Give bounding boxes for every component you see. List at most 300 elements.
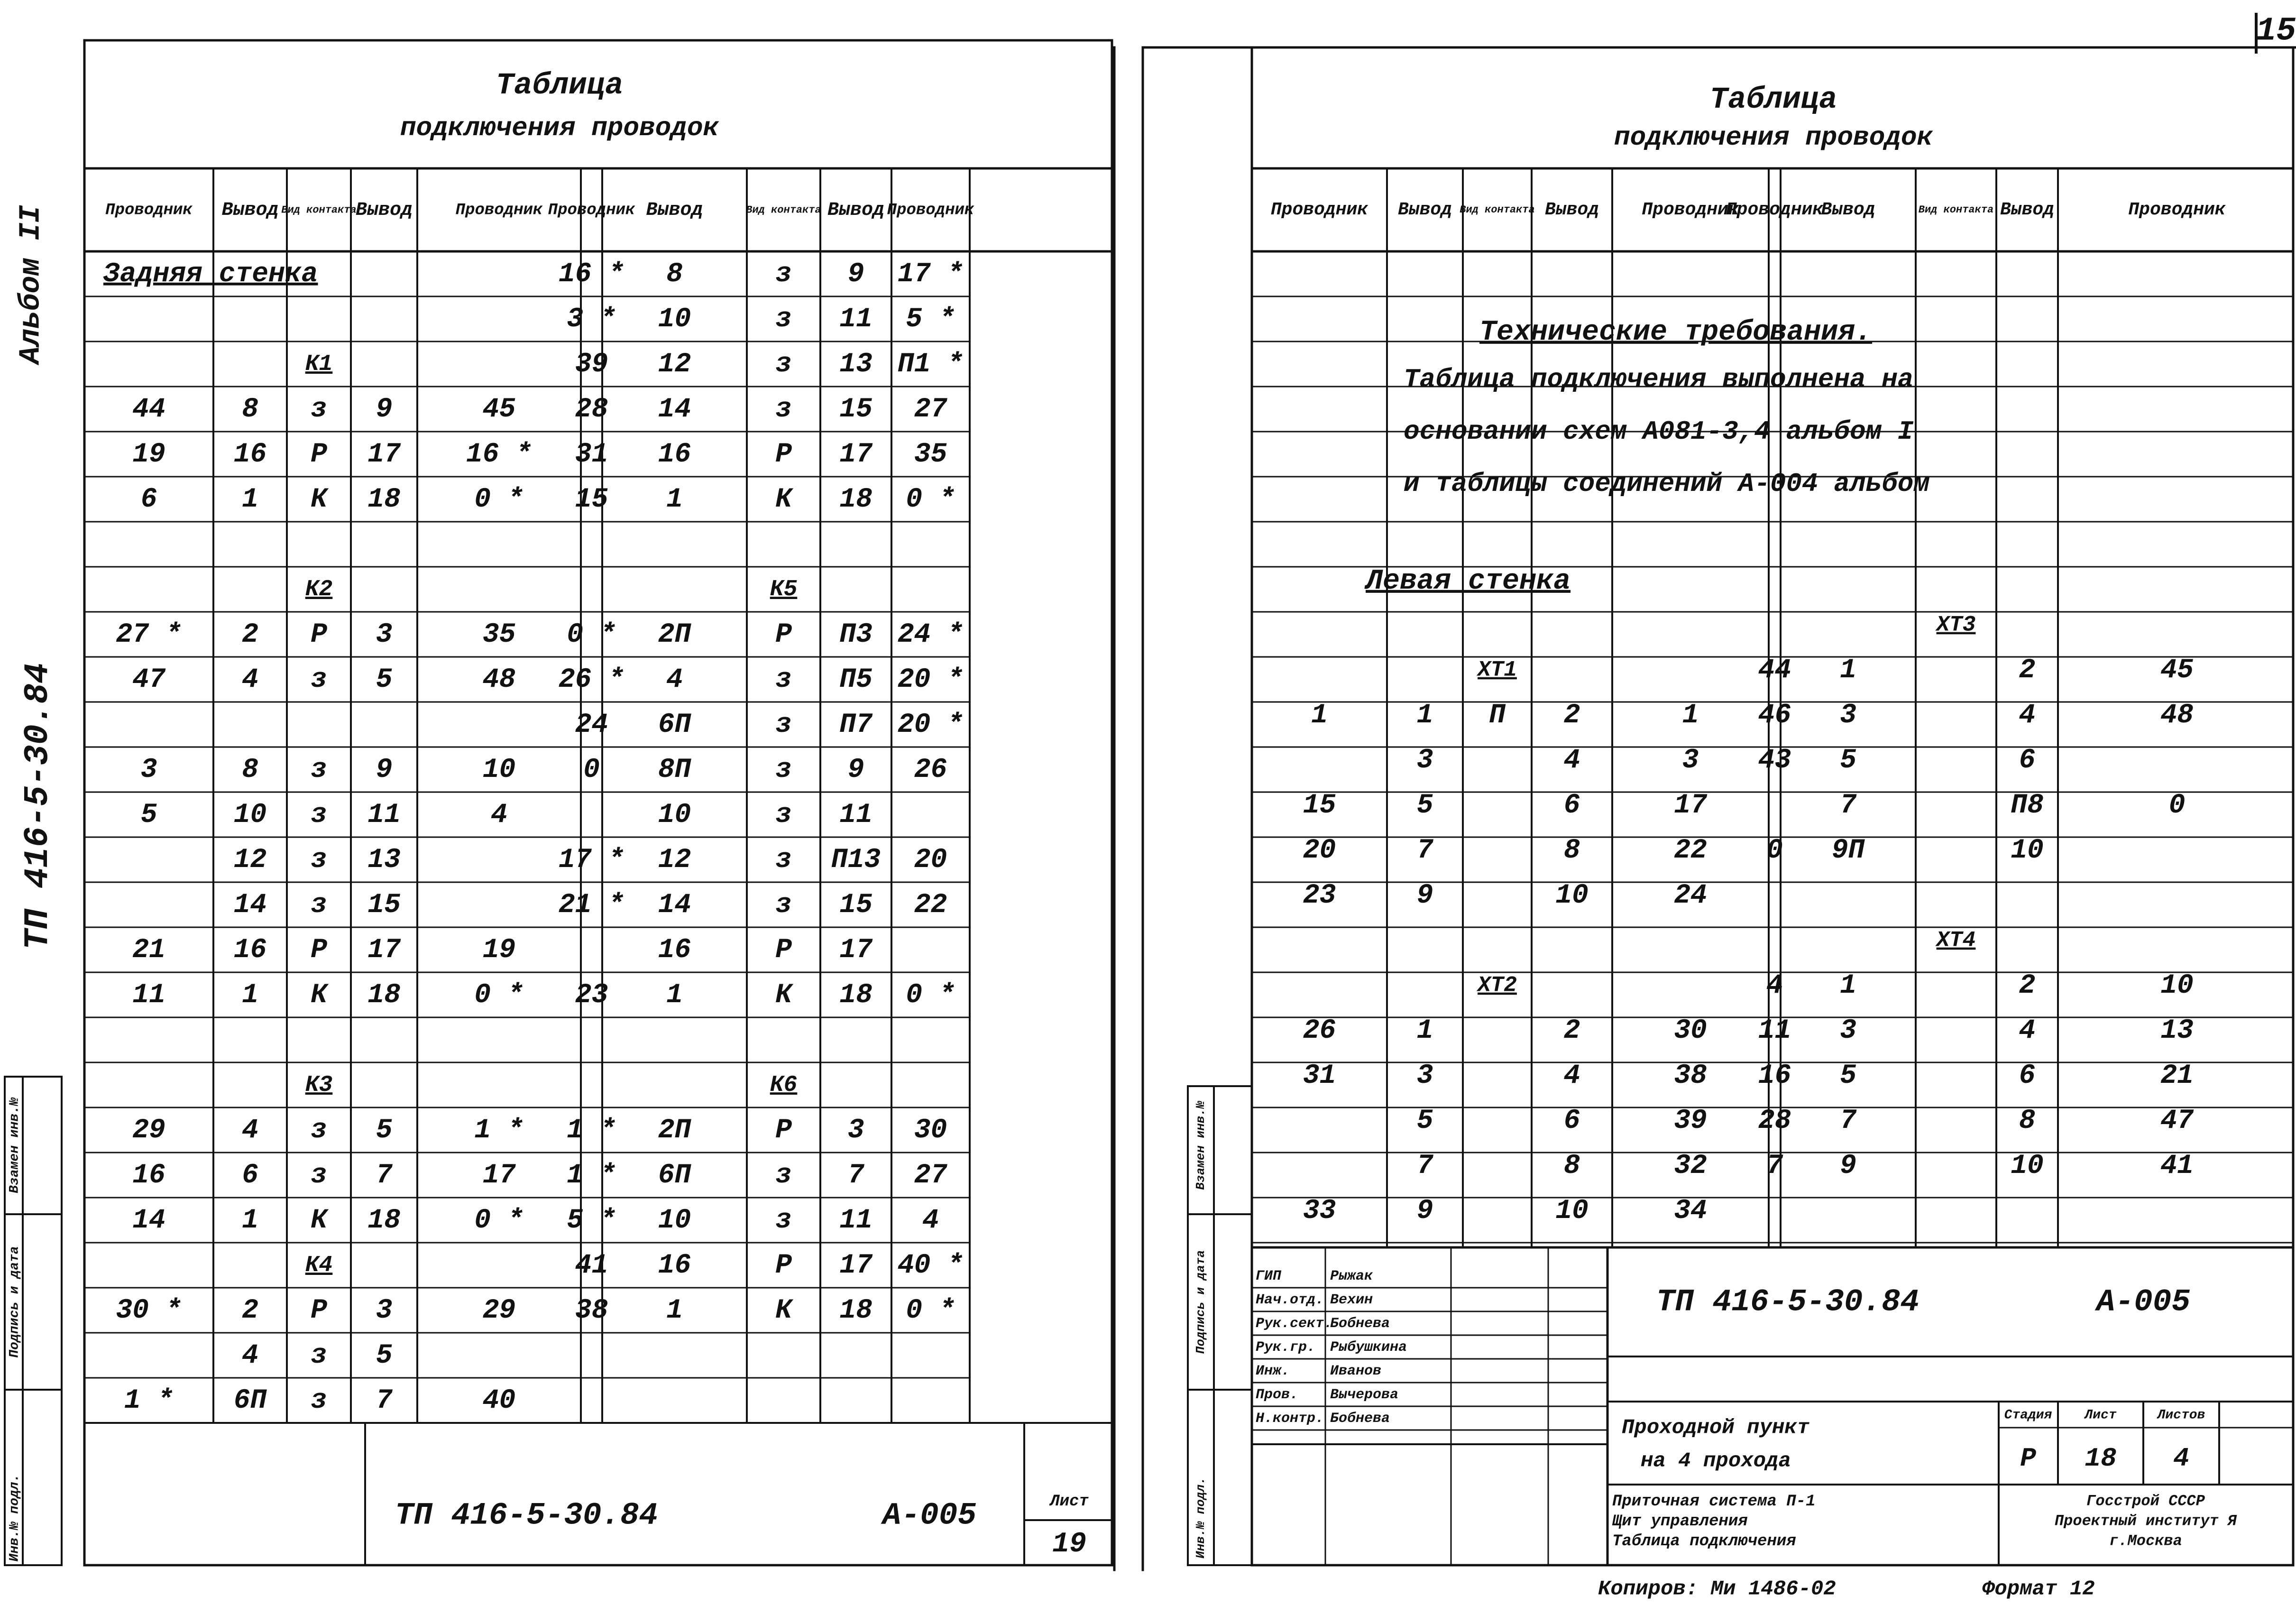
stamp-sheet-label: Лист [2085, 1408, 2117, 1423]
table-cell: 19 [482, 934, 516, 966]
table-cell: 10 [2011, 835, 2044, 866]
table-cell: з [775, 1205, 792, 1236]
staff-name: Рыжак [1330, 1268, 1373, 1284]
stamp-sheet: 18 [2085, 1443, 2117, 1474]
staff-role: Инж. [1256, 1363, 1290, 1379]
table-cell: К [775, 979, 792, 1011]
table-cell: 23 [575, 979, 608, 1011]
table-cell: 10 [2160, 970, 2194, 1001]
table-cell: 9 [376, 754, 393, 785]
table-cell: 17 [367, 934, 401, 966]
table-cell: 5 [1840, 745, 1856, 776]
table-cell: 7 [1766, 1150, 1783, 1181]
table-subtitle: подключения проводок [1614, 122, 1933, 153]
table-cell: 7 [847, 1160, 864, 1191]
stamp-stage: Р [2020, 1443, 2036, 1474]
table-cell: 17 * [897, 258, 964, 290]
table-cell: 48 [2160, 700, 2194, 731]
staff-role: Рук.гр. [1256, 1339, 1316, 1356]
connector-label: К6 [770, 1072, 798, 1098]
tech-line: и таблицы соединений А-004 альбом [1404, 468, 1929, 499]
table-cell: Р [775, 1115, 792, 1146]
stamp-strip-label: Подпись и дата [7, 1246, 22, 1358]
staff-role: Н.контр. [1256, 1410, 1324, 1427]
table-cell: 10 [658, 304, 691, 335]
table-cell: з [311, 664, 327, 695]
table-cell: з [775, 709, 792, 740]
table-cell: 21 [132, 934, 165, 966]
table-cell: 26 * [558, 664, 625, 695]
table-cell: 5 [1840, 1060, 1856, 1091]
column-header: Вывод [1397, 200, 1452, 221]
table-cell: К [775, 484, 792, 515]
staff-name: Вычерова [1330, 1386, 1399, 1403]
table-cell: 4 [2019, 1015, 2036, 1046]
table-cell: 14 [233, 889, 267, 921]
table-cell: 4 [922, 1205, 939, 1236]
table-cell: 14 [132, 1205, 165, 1236]
table-title: Таблица [1709, 83, 1837, 117]
table-cell: К [311, 979, 327, 1011]
table-cell: 15 [1303, 790, 1336, 821]
table-cell: 1 * [474, 1115, 524, 1146]
staff-role: Нач.отд. [1256, 1292, 1324, 1308]
table-cell: Р [311, 1295, 327, 1326]
table-cell: 16 [658, 934, 691, 966]
table-cell: 18 [367, 484, 401, 515]
staff-role: ГИП [1256, 1268, 1282, 1284]
table-cell: 17 [367, 439, 401, 470]
table-cell: 11 [839, 1205, 872, 1236]
table-cell: 14 [658, 889, 691, 921]
table-cell: з [311, 1160, 327, 1191]
table-cell: 1 [666, 1295, 683, 1326]
table-cell: з [775, 1160, 792, 1191]
table-cell: Р [775, 439, 792, 470]
table-cell: Р [311, 619, 327, 650]
album-label: Альбом II [14, 205, 48, 364]
table-cell: 9 [1416, 880, 1433, 911]
table-cell: 27 [914, 1160, 947, 1191]
column-header: Вывод [355, 200, 413, 221]
table-cell: 16 [658, 1250, 691, 1281]
table-subtitle: подключения проводок [400, 112, 719, 143]
stamp-strip-label: Инв.№ подл. [7, 1474, 22, 1562]
table-cell: 0 * [906, 484, 955, 515]
table-cell: 47 [132, 664, 165, 695]
table-cell: 28 [575, 394, 608, 425]
stamp-code: ТП 416-5-30.84 [1656, 1284, 1919, 1320]
stamp-object: Проходной пункт [1622, 1416, 1810, 1440]
table-cell: 16 [233, 934, 267, 966]
table-cell: 1 * [567, 1160, 616, 1191]
table-cell: з [311, 844, 327, 876]
table-cell: 26 [914, 754, 947, 785]
table-cell: 1 [666, 484, 683, 515]
table-cell: 9 [376, 394, 393, 425]
table-cell: 3 [1682, 745, 1699, 776]
table-cell: 31 [575, 439, 608, 470]
table-cell: 2 [242, 1295, 258, 1326]
table-cell: 6 [2019, 745, 2036, 776]
table-cell: 10 [233, 799, 267, 830]
table-cell: 6 [242, 1160, 258, 1191]
table-cell: 18 [839, 484, 872, 515]
table-cell: 24 [1674, 880, 1707, 911]
table-cell: 2П [658, 1115, 691, 1146]
table-cell: 13 [367, 844, 401, 876]
copy-line: Копиров: Ми 1486-02 [1598, 1577, 1836, 1601]
table-cell: 19 [132, 439, 165, 470]
table-cell: 6 [1563, 1105, 1580, 1136]
stamp-strip-label: Инв.№ подл. [1193, 1477, 1208, 1559]
stamp-doc: А-005 [882, 1497, 977, 1533]
table-cell: 40 [482, 1385, 516, 1416]
table-cell: 10 [658, 1205, 691, 1236]
table-cell: 4 [491, 799, 507, 830]
table-cell: 17 [1674, 790, 1707, 821]
table-cell: 38 [575, 1295, 608, 1326]
table-cell: Р [775, 1250, 792, 1281]
table-cell: 18 [367, 1205, 401, 1236]
table-cell: 11 [839, 799, 872, 830]
connector-label: К2 [305, 577, 333, 603]
staff-name: Бобнева [1330, 1410, 1390, 1427]
table-cell: 2 [1563, 1015, 1580, 1046]
column-header: Вывод [221, 200, 279, 221]
table-cell: 7 [1840, 1105, 1856, 1136]
table-cell: 4 [2019, 700, 2036, 731]
table-cell: з [311, 889, 327, 921]
stamp-stage-label: Стадия [2004, 1408, 2052, 1423]
stamp-desc: Приточная система П-1 [1612, 1492, 1816, 1511]
margin-code: ТП 416-5-30.84 [18, 663, 58, 950]
table-cell: 40 * [897, 1250, 964, 1281]
stamp-sheets-label: Листов [2157, 1408, 2205, 1423]
table-cell: 1 [1416, 1015, 1433, 1046]
table-cell: 41 [2160, 1150, 2194, 1181]
table-cell: 14 [658, 394, 691, 425]
table-cell: 23 [1303, 880, 1336, 911]
table-cell: 44 [132, 394, 165, 425]
table-cell: 4 [1766, 970, 1783, 1001]
column-header: Проводник [2128, 200, 2226, 221]
table-cell: 6П [658, 1160, 691, 1191]
table-cell: з [311, 754, 327, 785]
table-cell: 9 [1840, 1150, 1856, 1181]
column-header: Проводник [887, 201, 974, 220]
table-cell: 5 [1416, 790, 1433, 821]
column-header: Вывод [2000, 200, 2055, 221]
table-cell: 39 [1674, 1105, 1707, 1136]
table-cell: 3 [376, 619, 393, 650]
table-cell: 1 [1311, 700, 1328, 731]
table-cell: 30 * [116, 1295, 182, 1326]
table-cell: Р [775, 934, 792, 966]
table-cell: 20 [1303, 835, 1336, 866]
table-cell: 7 [1416, 1150, 1433, 1181]
connector-label: ХТ3 [1936, 612, 1976, 637]
table-cell: 5 [140, 799, 157, 830]
stamp-doc: А-005 [2096, 1284, 2191, 1320]
table-cell: 3 [376, 1295, 393, 1326]
table-cell: 5 [376, 1340, 393, 1371]
table-cell: 1 [242, 979, 258, 1011]
table-cell: 11 [839, 304, 872, 335]
table-cell: 6 [1563, 790, 1580, 821]
table-cell: з [311, 1385, 327, 1416]
table-cell: 11 [132, 979, 165, 1011]
table-cell: 33 [1303, 1195, 1336, 1227]
section-heading: Задняя стенка [103, 258, 318, 290]
table-cell: 5 [376, 664, 393, 695]
table-cell: 15 [839, 889, 872, 921]
table-cell: 41 [575, 1250, 608, 1281]
table-cell: 35 [914, 439, 947, 470]
table-cell: 20 [914, 844, 947, 876]
table-cell: 0 * [567, 619, 616, 650]
column-header: Вид контакта [746, 204, 821, 216]
table-cell: 7 [1840, 790, 1856, 821]
table-cell: 21 * [558, 889, 625, 921]
table-cell: П3 [839, 619, 872, 650]
table-cell: 9 [847, 754, 864, 785]
table-cell: 3 [1416, 1060, 1433, 1091]
table-cell: 17 [839, 439, 872, 470]
table-cell: 4 [666, 664, 683, 695]
table-cell: 16 [132, 1160, 165, 1191]
connector-label: К3 [305, 1072, 333, 1098]
table-cell: з [775, 799, 792, 830]
table-cell: 12 [233, 844, 267, 876]
table-cell: П5 [839, 664, 872, 695]
table-cell: 39 [575, 349, 608, 380]
table-cell: 0 * [474, 979, 524, 1011]
table-cell: 4 [242, 1115, 258, 1146]
table-cell: 24 [575, 709, 608, 740]
table-cell: 8 [2019, 1105, 2036, 1136]
table-cell: 28 [1758, 1105, 1791, 1136]
table-cell: 7 [376, 1160, 393, 1191]
table-cell: 10 [1555, 1195, 1589, 1227]
table-cell: 5 * [906, 304, 955, 335]
table-cell: П [1489, 700, 1506, 731]
table-cell: 5 [1416, 1105, 1433, 1136]
table-cell: 0 [1766, 835, 1783, 866]
table-cell: 2 [1563, 700, 1580, 731]
table-cell: з [311, 394, 327, 425]
table-cell: 4 [242, 1340, 258, 1371]
table-cell: 8 [1563, 1150, 1580, 1181]
table-cell: 34 [1674, 1195, 1707, 1227]
table-cell: 1 [242, 484, 258, 515]
table-cell: 8 [242, 754, 258, 785]
stamp-sheet-label: Лист [1050, 1492, 1089, 1511]
staff-role: Рук.сект. [1256, 1315, 1333, 1332]
table-cell: 27 * [116, 619, 182, 650]
table-cell: 16 [658, 439, 691, 470]
stamp-sheet: 19 [1052, 1528, 1087, 1560]
table-cell: 3 [140, 754, 157, 785]
table-cell: 16 * [466, 439, 533, 470]
table-cell: 45 [482, 394, 516, 425]
table-cell: 30 [1674, 1015, 1707, 1046]
table-cell: 1 [1416, 700, 1433, 731]
table-cell: 1 [1840, 655, 1856, 686]
table-cell: 5 * [567, 1205, 616, 1236]
column-header: Вид контакта [1460, 203, 1535, 216]
table-cell: 10 [658, 799, 691, 830]
table-cell: К [311, 1205, 327, 1236]
table-cell: 29 [482, 1295, 516, 1326]
column-header: Вывод [646, 200, 703, 221]
table-cell: 20 * [897, 709, 964, 740]
table-cell: 13 [2160, 1015, 2194, 1046]
table-cell: 7 [1416, 835, 1433, 866]
table-cell: 0 * [474, 1205, 524, 1236]
staff-name: Вехин [1330, 1292, 1373, 1308]
table-cell: з [775, 754, 792, 785]
table-cell: 16 [1758, 1060, 1791, 1091]
table-cell: 1 * [124, 1385, 174, 1416]
table-cell: 13 [839, 349, 872, 380]
table-cell: 48 [482, 664, 516, 695]
table-cell: Р [311, 439, 327, 470]
table-cell: 3 * [567, 304, 616, 335]
table-cell: 18 [367, 979, 401, 1011]
tech-title: Технические требования. [1479, 316, 1873, 349]
table-cell: 4 [1563, 1060, 1580, 1091]
table-cell: 7 [376, 1385, 393, 1416]
table-cell: 17 [482, 1160, 516, 1191]
table-cell: 15 [839, 394, 872, 425]
table-cell: 6 [2019, 1060, 2036, 1091]
table-cell: 3 [1416, 745, 1433, 776]
table-cell: 5 [376, 1115, 393, 1146]
table-cell: 2П [658, 619, 691, 650]
stamp-org: Госстрой СССР [2086, 1492, 2205, 1510]
table-cell: 43 [1758, 745, 1791, 776]
table-cell: 24 * [897, 619, 964, 650]
table-cell: 8 [242, 394, 258, 425]
table-cell: 26 [1303, 1015, 1336, 1046]
staff-role: Пров. [1256, 1386, 1299, 1403]
table-cell: 3 [847, 1115, 864, 1146]
table-cell: 29 [132, 1115, 165, 1146]
stamp-strip-label: Взамен инв.№ [7, 1098, 22, 1193]
table-cell: 17 [839, 934, 872, 966]
table-cell: 0 [583, 754, 600, 785]
table-cell: з [775, 844, 792, 876]
table-cell: 9 [1416, 1195, 1433, 1227]
table-cell: 6П [658, 709, 691, 740]
format-line: Формат 12 [1982, 1577, 2095, 1601]
table-cell: 16 * [558, 258, 625, 290]
table-cell: 8 [666, 258, 683, 290]
table-cell: П1 * [897, 349, 964, 380]
table-cell: 6 [140, 484, 157, 515]
table-cell: Р [775, 619, 792, 650]
table-cell: 27 [914, 394, 947, 425]
column-header: Вывод [1821, 200, 1875, 221]
staff-name: Рыбушкина [1330, 1339, 1407, 1356]
staff-name: Иванов [1330, 1363, 1382, 1379]
table-cell: 0 [2168, 790, 2186, 821]
table-cell: П8 [2011, 790, 2044, 821]
table-cell: 1 * [567, 1115, 616, 1146]
table-cell: 8 [1563, 835, 1580, 866]
stamp-org: г.Москва [2109, 1532, 2182, 1550]
table-cell: 11 [367, 799, 401, 830]
table-cell: 22 [1674, 835, 1707, 866]
table-cell: 12 [658, 844, 691, 876]
stamp-strip-label: Подпись и дата [1193, 1250, 1208, 1354]
table-cell: 15 [367, 889, 401, 921]
column-header: Проводник [548, 201, 635, 220]
table-cell: 1 [1682, 700, 1699, 731]
table-cell: 16 [233, 439, 267, 470]
table-cell: 9П [1831, 835, 1865, 866]
stamp-desc: Щит управления [1612, 1512, 1748, 1531]
table-cell: 46 [1758, 700, 1791, 731]
table-cell: К [311, 484, 327, 515]
table-cell: 10 [482, 754, 516, 785]
table-cell: 8П [658, 754, 691, 785]
table-cell: 2 [2019, 970, 2036, 1001]
table-cell: 1 [1840, 970, 1856, 1001]
table-cell: 22 [914, 889, 947, 921]
table-cell: 0 * [906, 979, 955, 1011]
connector-label: ХТ2 [1478, 973, 1517, 998]
table-cell: 32 [1674, 1150, 1707, 1181]
table-cell: 18 [839, 1295, 872, 1326]
table-title: Таблица [496, 68, 624, 103]
stamp-strip-label: Взамен инв.№ [1193, 1101, 1208, 1190]
table-cell: 3 [1840, 700, 1856, 731]
stamp-code: ТП 416-5-30.84 [395, 1497, 658, 1533]
column-header: Вывод [827, 200, 885, 221]
column-header: Проводник [1270, 200, 1368, 221]
table-cell: з [775, 258, 792, 290]
table-cell: з [775, 304, 792, 335]
connector-label: К4 [305, 1253, 333, 1279]
table-cell: 17 * [558, 844, 625, 876]
table-cell: 21 [2160, 1060, 2194, 1091]
column-header: Проводник [105, 201, 193, 220]
table-cell: з [311, 1340, 327, 1371]
table-cell: 30 [914, 1115, 947, 1146]
section-heading: Левая стенка [1366, 565, 1571, 598]
table-cell: 2 [2019, 655, 2036, 686]
table-cell: 10 [2011, 1150, 2044, 1181]
table-cell: 38 [1674, 1060, 1707, 1091]
table-cell: Р [311, 934, 327, 966]
column-header: Проводник [455, 201, 543, 220]
stamp-object: на 4 прохода [1641, 1449, 1791, 1473]
table-cell: 10 [1555, 880, 1589, 911]
table-cell: 4 [1563, 745, 1580, 776]
table-cell: 11 [1758, 1015, 1791, 1046]
table-cell: 1 [242, 1205, 258, 1236]
connector-label: ХТ4 [1936, 928, 1976, 953]
table-cell: 35 [482, 619, 516, 650]
table-cell: з [775, 349, 792, 380]
column-header: Вид контакта [1918, 203, 1994, 216]
connector-label: К5 [770, 577, 798, 603]
table-cell: 2 [242, 619, 258, 650]
table-cell: з [775, 664, 792, 695]
table-cell: 31 [1303, 1060, 1336, 1091]
